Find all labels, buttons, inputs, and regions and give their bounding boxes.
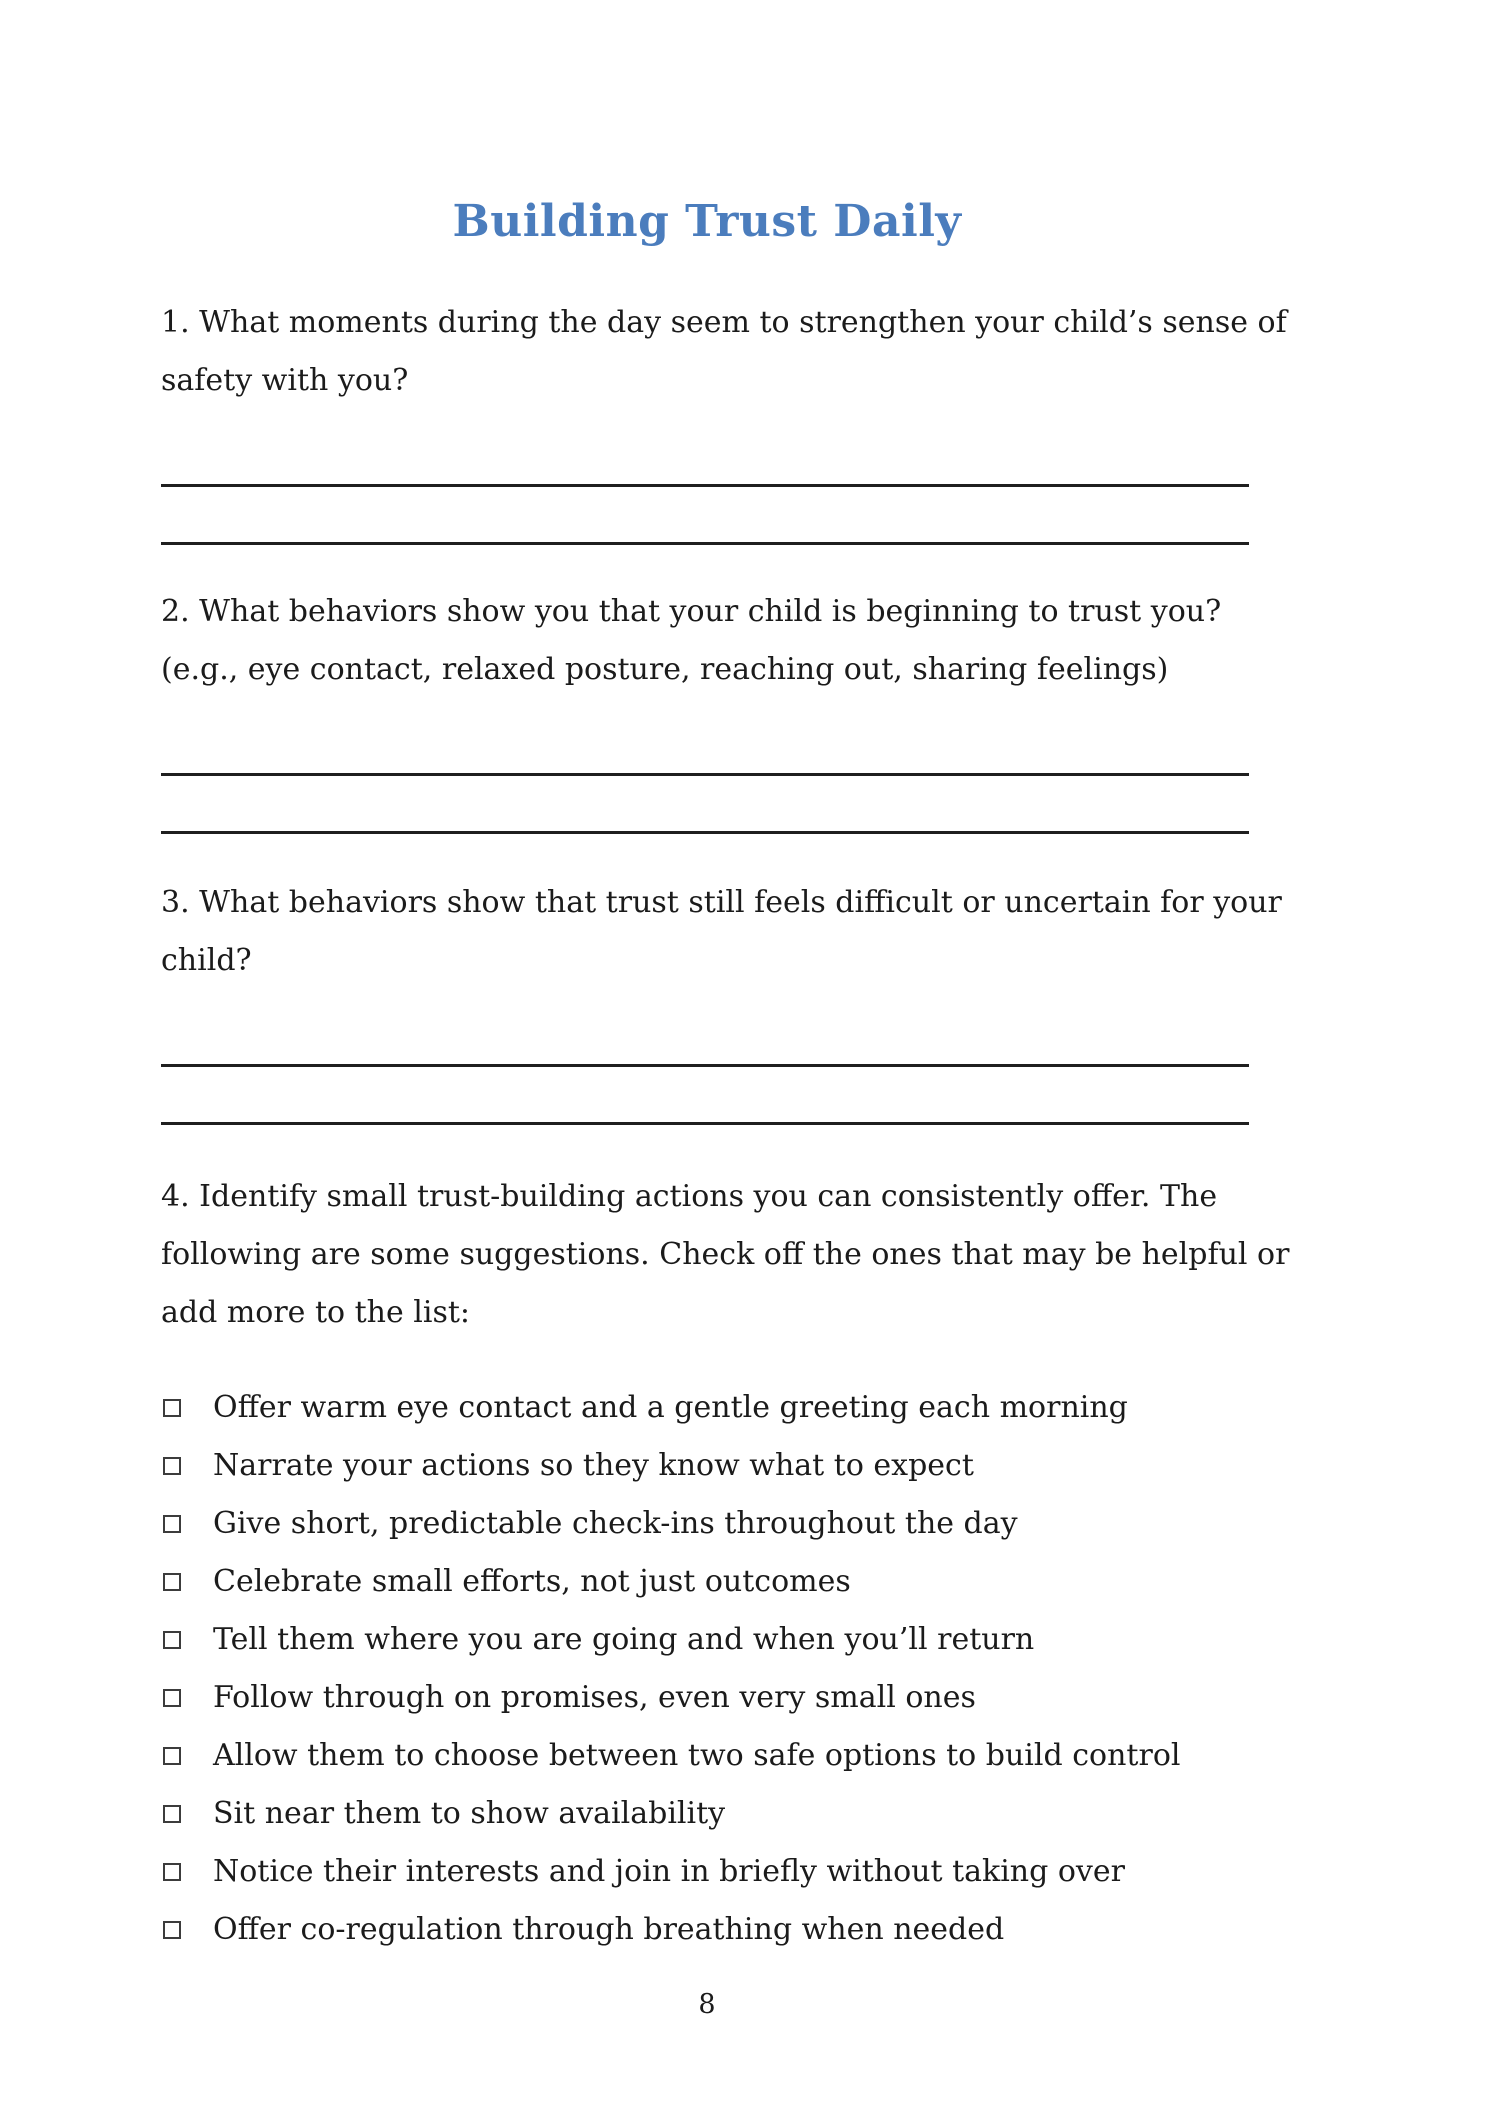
answer-line[interactable] xyxy=(161,1064,1249,1067)
checklist-item xyxy=(161,1494,1253,1552)
checkbox-icon[interactable] xyxy=(163,1399,181,1417)
question-1-line-2: safety with you? xyxy=(161,363,409,398)
checklist-item-label: Narrate your actions so they know what to expect xyxy=(213,1447,974,1483)
checkbox-icon[interactable] xyxy=(163,1573,181,1591)
question-4-line-2: following are some suggestions. Check off the ones that may be helpful or xyxy=(161,1237,1290,1272)
answer-line[interactable] xyxy=(161,773,1249,776)
checklist-item-label: Follow through on promises, even very small ones xyxy=(213,1679,976,1715)
checklist-item-label: Give short, predictable check-ins throughout the day xyxy=(213,1505,1018,1541)
checkbox-icon[interactable] xyxy=(163,1515,181,1533)
checklist-item-label: Notice their interests and join in briefly without taking over xyxy=(213,1853,1125,1889)
question-4-line-3: add more to the list: xyxy=(161,1295,471,1330)
question-4-line-1: 4. Identify small trust-building actions you can consistently offer. The xyxy=(161,1179,1218,1214)
checklist-item xyxy=(161,1552,1253,1610)
checklist-item xyxy=(161,1784,1253,1842)
checklist-item xyxy=(161,1842,1253,1900)
checklist-item-label: Tell them where you are going and when you’ll return xyxy=(213,1621,1035,1657)
checkbox-icon[interactable] xyxy=(163,1457,181,1475)
question-3 xyxy=(161,874,1282,990)
checkbox-icon[interactable] xyxy=(163,1689,181,1707)
question-2-line-2: (e.g., eye contact, relaxed posture, reaching out, sharing feelings) xyxy=(161,652,1169,687)
page-title: Building Trust Daily xyxy=(452,196,962,247)
question-1-line-1: 1. What moments during the day seem to strengthen your child’s sense of xyxy=(161,305,1287,340)
page-number: 8 xyxy=(698,1989,716,2020)
answer-line[interactable] xyxy=(161,484,1249,487)
checklist-item xyxy=(161,1436,1253,1494)
answer-line[interactable] xyxy=(161,831,1249,834)
checklist-item-label: Celebrate small efforts, not just outcomes xyxy=(213,1563,851,1599)
question-3-line-1: 3. What behaviors show that trust still feels difficult or uncertain for your xyxy=(161,885,1282,920)
answer-line[interactable] xyxy=(161,542,1249,545)
question-3-line-2: child? xyxy=(161,943,252,978)
question-1 xyxy=(161,294,1287,410)
trust-actions-checklist xyxy=(161,1378,1253,1958)
question-4 xyxy=(161,1168,1290,1342)
checklist-item-label: Allow them to choose between two safe options to build control xyxy=(213,1737,1181,1773)
checklist-item-label: Sit near them to show availability xyxy=(213,1795,726,1831)
question-2 xyxy=(161,583,1253,699)
checklist-item xyxy=(161,1726,1253,1784)
checkbox-icon[interactable] xyxy=(163,1631,181,1649)
checkbox-icon[interactable] xyxy=(163,1863,181,1881)
checklist-item xyxy=(161,1900,1253,1958)
checkbox-icon[interactable] xyxy=(163,1747,181,1765)
question-2-line-1: 2. What behaviors show you that your child is beginning to trust you? xyxy=(161,594,1222,629)
checkbox-icon[interactable] xyxy=(163,1805,181,1823)
checklist-item-label: Offer co-regulation through breathing when needed xyxy=(213,1911,1005,1947)
checklist-item-label: Offer warm eye contact and a gentle greeting each morning xyxy=(213,1389,1128,1425)
answer-line[interactable] xyxy=(161,1122,1249,1125)
checklist-item xyxy=(161,1610,1253,1668)
checklist-item xyxy=(161,1378,1253,1436)
checklist-item xyxy=(161,1668,1253,1726)
checkbox-icon[interactable] xyxy=(163,1921,181,1939)
